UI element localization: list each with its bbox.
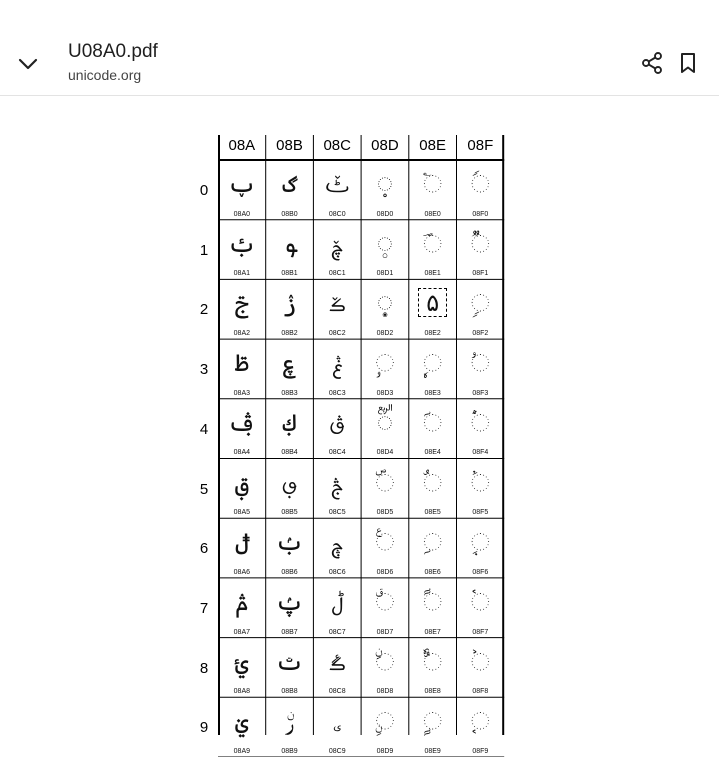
glyph: ࣉ bbox=[333, 707, 342, 736]
code-point-cell bbox=[457, 160, 505, 220]
code-point-label: 08A8 bbox=[233, 688, 251, 696]
row-header: 0 bbox=[199, 182, 209, 199]
code-point-label: 08C8 bbox=[328, 688, 346, 696]
code-point-cell bbox=[313, 399, 361, 459]
code-point-cell bbox=[313, 279, 361, 339]
code-point-label: 08A6 bbox=[233, 568, 251, 576]
code-point-cell bbox=[457, 220, 505, 280]
glyph: ࣆ bbox=[331, 528, 344, 557]
glyph: ◌ࣙ bbox=[375, 707, 395, 736]
code-point-label: 08D8 bbox=[376, 688, 394, 696]
code-point-cell bbox=[218, 638, 266, 698]
code-point-cell bbox=[266, 399, 314, 459]
code-point-cell bbox=[409, 518, 457, 578]
code-point-cell bbox=[218, 697, 266, 757]
glyph: ࢩ bbox=[234, 707, 249, 736]
glyph: ࢨ bbox=[234, 647, 249, 676]
glyph: ࢲ bbox=[282, 289, 297, 318]
code-point-cell bbox=[266, 220, 314, 280]
glyph: ࢵ bbox=[281, 468, 298, 497]
code-point-label: 08B7 bbox=[281, 628, 298, 636]
pdf-page bbox=[0, 96, 719, 755]
row-header: 8 bbox=[199, 659, 209, 677]
code-point-label: 08F3 bbox=[472, 389, 489, 397]
code-point-label: 08E6 bbox=[424, 568, 441, 576]
code-point-cell bbox=[361, 459, 409, 519]
code-point-cell bbox=[409, 697, 457, 757]
code-point-label: 08D5 bbox=[376, 509, 394, 517]
code-point-cell bbox=[266, 518, 314, 578]
code-point-label: 08F1 bbox=[472, 270, 489, 278]
glyph: ࣃ bbox=[332, 349, 343, 378]
code-point-cell bbox=[409, 459, 457, 519]
code-point-label: 08B3 bbox=[281, 389, 298, 397]
code-point-label: 08E4 bbox=[424, 449, 441, 457]
glyph: ࢢ bbox=[234, 289, 249, 318]
glyph: ◌ࣤ bbox=[423, 408, 443, 437]
glyph: ◌࣠ bbox=[423, 170, 443, 198]
code-point-cell bbox=[218, 459, 266, 519]
code-point-cell bbox=[361, 160, 409, 220]
code-point-label: 08E7 bbox=[424, 628, 441, 636]
code-point-cell bbox=[457, 339, 505, 399]
code-point-cell bbox=[361, 638, 409, 698]
glyph: ◌ࣸ bbox=[470, 647, 490, 676]
glyph: ◌ࣵ bbox=[470, 468, 490, 497]
code-point-label: 08C7 bbox=[328, 628, 346, 636]
code-point-label: 08E2 bbox=[424, 330, 441, 338]
glyph: ࢤ bbox=[227, 408, 256, 437]
code-point-label: 08B4 bbox=[281, 449, 298, 457]
code-point-cell bbox=[266, 279, 314, 339]
code-point-cell bbox=[313, 160, 361, 220]
glyph: ࢸ bbox=[275, 647, 304, 676]
glyph: ࢶ bbox=[275, 528, 304, 557]
code-point-label: 08C0 bbox=[328, 210, 346, 218]
code-point-cell bbox=[361, 220, 409, 280]
code-point-label: 08F7 bbox=[472, 628, 489, 636]
bookmark-icon[interactable] bbox=[677, 51, 699, 75]
code-point-label: 08C2 bbox=[328, 330, 346, 338]
code-point-label: 08A7 bbox=[233, 628, 251, 636]
glyph: ࢰ bbox=[282, 170, 297, 198]
code-point-label: 08D7 bbox=[376, 628, 394, 636]
code-point-cell bbox=[313, 578, 361, 638]
row-header: 3 bbox=[199, 361, 209, 379]
glyph: ࢡ bbox=[227, 229, 256, 258]
code-point-cell bbox=[313, 638, 361, 698]
code-point-label: 08A4 bbox=[233, 449, 251, 457]
code-point-cell bbox=[218, 160, 266, 220]
code-point-cell bbox=[313, 518, 361, 578]
glyph: ࢱ bbox=[282, 229, 297, 258]
code-point-cell bbox=[409, 279, 457, 339]
code-point-cell bbox=[266, 459, 314, 519]
code-point-label: 08F4 bbox=[472, 449, 489, 457]
glyph: ࢣ bbox=[234, 349, 249, 378]
code-point-cell bbox=[266, 578, 314, 638]
code-chart-table bbox=[199, 135, 508, 755]
code-point-cell bbox=[313, 459, 361, 519]
glyph: ◌࣒ bbox=[376, 289, 394, 318]
glyph: ◌ࣦ bbox=[423, 528, 443, 557]
glyph: ◌ࣔ bbox=[376, 408, 394, 437]
code-point-cell bbox=[218, 578, 266, 638]
glyph: ࣁ bbox=[331, 229, 344, 258]
code-point-label: 08A0 bbox=[233, 210, 251, 218]
glyph: ◌ࣗ bbox=[375, 587, 395, 616]
glyph: ࢹ bbox=[285, 707, 295, 736]
code-point-cell bbox=[313, 220, 361, 280]
code-point-cell bbox=[409, 160, 457, 220]
glyph: ◌࣐ bbox=[376, 170, 394, 198]
code-point-label: 08C9 bbox=[328, 747, 346, 755]
glyph: ࣇ bbox=[331, 587, 344, 616]
glyph: ࢠ bbox=[227, 170, 256, 198]
glyph: ࣈ bbox=[328, 647, 346, 676]
code-point-label: 08B9 bbox=[281, 747, 298, 755]
code-point-label: 08B5 bbox=[281, 509, 298, 517]
code-point-label: 08D4 bbox=[376, 449, 394, 457]
glyph: ࣂ bbox=[328, 289, 346, 318]
code-point-cell bbox=[457, 518, 505, 578]
code-point-cell bbox=[266, 339, 314, 399]
code-point-label: 08F8 bbox=[472, 688, 489, 696]
code-point-cell bbox=[266, 160, 314, 220]
code-point-label: 08B8 bbox=[281, 688, 298, 696]
glyph: ◌࣓ bbox=[375, 349, 395, 378]
code-point-cell bbox=[361, 578, 409, 638]
code-point-label: 08E1 bbox=[424, 270, 441, 278]
code-point-cell bbox=[457, 459, 505, 519]
top-app-bar bbox=[0, 0, 719, 96]
code-point-cell bbox=[218, 518, 266, 578]
column-header: 08D bbox=[371, 137, 399, 154]
code-point-cell bbox=[409, 220, 457, 280]
code-point-label: 08D6 bbox=[376, 568, 394, 576]
row-header: 1 bbox=[199, 241, 209, 259]
code-point-cell bbox=[218, 339, 266, 399]
code-point-cell bbox=[457, 697, 505, 757]
code-point-label: 08E0 bbox=[424, 210, 441, 218]
row-header: 6 bbox=[199, 540, 209, 558]
code-point-label: 08F9 bbox=[472, 747, 489, 755]
code-point-cell bbox=[457, 399, 505, 459]
code-point-cell bbox=[313, 697, 361, 757]
chevron-down-icon[interactable] bbox=[16, 52, 40, 76]
glyph: ◌ࣥ bbox=[423, 468, 443, 497]
glyph: ◌ࣨ bbox=[423, 647, 443, 676]
column-header: 08B bbox=[276, 137, 303, 154]
code-point-cell bbox=[361, 279, 409, 339]
code-point-label: 08B2 bbox=[281, 330, 298, 338]
code-point-label: 08F5 bbox=[472, 509, 489, 517]
code-point-cell bbox=[266, 638, 314, 698]
row-header: 4 bbox=[199, 420, 209, 438]
code-point-cell bbox=[361, 339, 409, 399]
code-point-label: 08B1 bbox=[281, 270, 298, 278]
code-point-cell bbox=[361, 518, 409, 578]
code-point-label: 08F0 bbox=[472, 210, 489, 218]
code-point-label: 08F2 bbox=[472, 330, 489, 338]
glyph: ࢳ bbox=[282, 349, 297, 378]
code-point-label: 08B6 bbox=[281, 568, 298, 576]
column-header: 08F bbox=[467, 137, 494, 154]
code-point-cell bbox=[457, 638, 505, 698]
column-header: 08A bbox=[228, 137, 256, 154]
row-header: 5 bbox=[199, 480, 209, 498]
document-source: unicode.org bbox=[68, 67, 142, 83]
code-point-cell bbox=[409, 399, 457, 459]
row-header: 2 bbox=[199, 301, 209, 319]
code-point-cell bbox=[313, 339, 361, 399]
code-point-label: 08A9 bbox=[233, 747, 251, 755]
glyph: ࢥ bbox=[234, 468, 249, 497]
code-point-cell bbox=[457, 279, 505, 339]
code-point-label: 08D9 bbox=[376, 747, 394, 755]
glyph: ◌ࣘ bbox=[375, 647, 395, 676]
glyph: ◌࣡ bbox=[423, 229, 443, 258]
code-point-cell bbox=[409, 638, 457, 698]
glyph: ◌ࣖ bbox=[375, 528, 395, 557]
code-point-label: 08C6 bbox=[328, 568, 346, 576]
code-point-label: 08C3 bbox=[328, 389, 346, 397]
glyph: ࣄ bbox=[329, 408, 345, 437]
code-point-label: 08A2 bbox=[233, 330, 251, 338]
glyph: ◌ࣕ bbox=[375, 468, 395, 497]
glyph: ࣅ bbox=[331, 468, 344, 497]
code-point-label: 08A1 bbox=[233, 270, 251, 278]
code-point-label: 08D3 bbox=[376, 389, 394, 397]
code-point-cell bbox=[409, 339, 457, 399]
code-point-label: 08E9 bbox=[424, 747, 441, 755]
code-point-label: 08E5 bbox=[424, 509, 441, 517]
glyph: ◌ࣰ bbox=[470, 170, 490, 198]
code-point-cell bbox=[409, 578, 457, 638]
code-point-label: 08F6 bbox=[472, 568, 489, 576]
glyph: ◌ࣧ bbox=[423, 587, 443, 616]
document-title: U08A0.pdf bbox=[68, 41, 158, 62]
code-point-label: 08C4 bbox=[328, 449, 346, 457]
glyph: ࢴ bbox=[282, 408, 297, 437]
glyph: ࢧ bbox=[234, 587, 249, 616]
code-point-label: 08D1 bbox=[376, 270, 394, 278]
glyph: ◌ࣶ bbox=[470, 528, 490, 557]
code-point-cell bbox=[361, 399, 409, 459]
glyph: ◌ࣣ bbox=[423, 349, 443, 378]
glyph: ۵ bbox=[426, 289, 440, 318]
code-point-cell bbox=[266, 697, 314, 757]
glyph: ◌ࣹ bbox=[470, 707, 490, 736]
code-point-cell bbox=[218, 220, 266, 280]
row-header: 7 bbox=[199, 599, 209, 617]
code-point-label: 08D2 bbox=[376, 330, 394, 338]
code-point-label: 08C1 bbox=[328, 270, 346, 278]
glyph: ◌ࣳ bbox=[470, 349, 490, 378]
code-point-cell bbox=[218, 399, 266, 459]
row-header: 9 bbox=[199, 719, 209, 737]
glyph: ◌ࣲ bbox=[470, 289, 490, 318]
glyph: ࢷ bbox=[275, 587, 304, 616]
code-point-label: 08E3 bbox=[424, 389, 441, 397]
glyph: ◌ࣴ bbox=[470, 408, 490, 437]
column-header: 08C bbox=[323, 137, 351, 154]
glyph: ◌ࣷ bbox=[470, 587, 490, 616]
code-point-label: 08C5 bbox=[328, 509, 346, 517]
glyph: ◌ࣩ bbox=[423, 707, 443, 736]
code-point-label: 08B0 bbox=[281, 210, 298, 218]
glyph: ࢦ bbox=[234, 528, 249, 557]
code-point-label: 08A3 bbox=[233, 389, 251, 397]
share-icon[interactable] bbox=[640, 51, 664, 75]
code-point-label: 08D0 bbox=[376, 210, 394, 218]
glyph: ◌ࣱ bbox=[470, 229, 490, 258]
code-point-label: 08E8 bbox=[424, 688, 441, 696]
code-point-cell bbox=[361, 697, 409, 757]
code-point-cell bbox=[218, 279, 266, 339]
column-header: 08E bbox=[419, 137, 446, 154]
code-point-label: 08A5 bbox=[233, 509, 251, 517]
glyph: ࣀ bbox=[325, 170, 350, 198]
code-point-cell bbox=[457, 578, 505, 638]
glyph: ◌࣑ bbox=[376, 229, 394, 258]
